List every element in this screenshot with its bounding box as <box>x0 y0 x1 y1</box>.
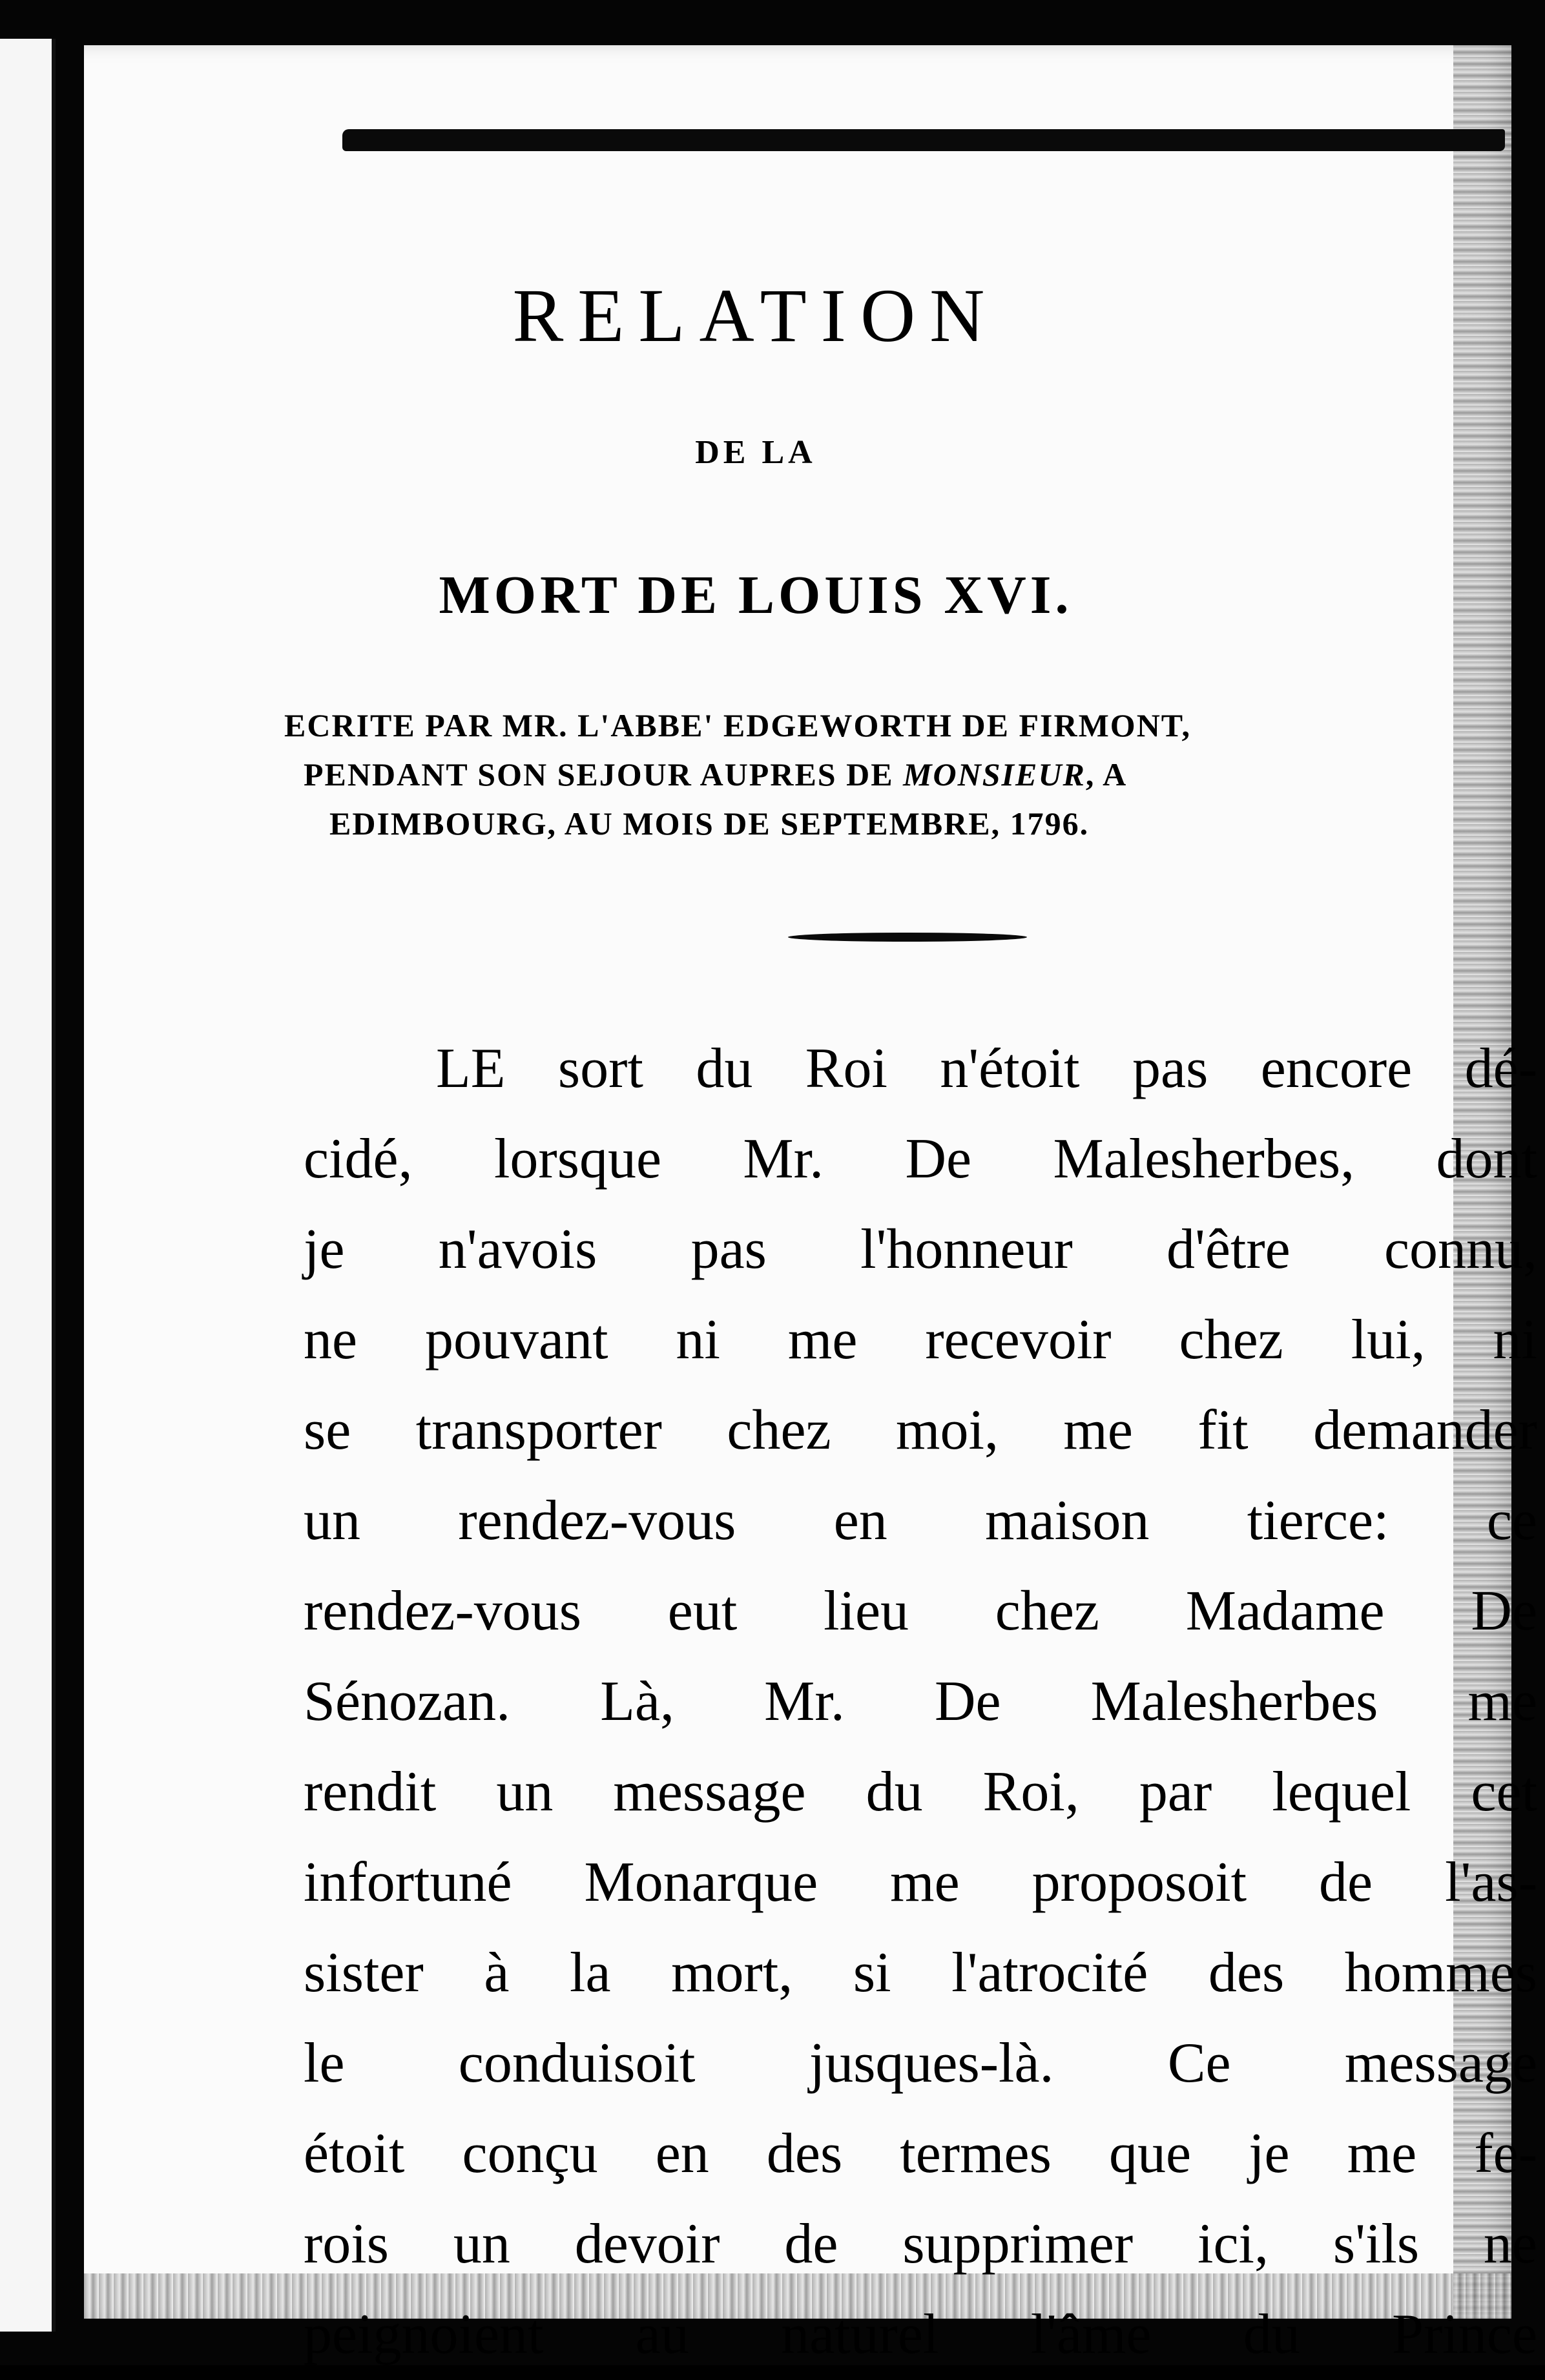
main-title: MORT DE LOUIS XVI. <box>439 565 1073 625</box>
page-title: RELATION <box>512 273 999 358</box>
top-ornamental-rule <box>342 129 1505 151</box>
body-line: LE sort du Roi n'étoit pas encore dé- <box>436 1037 1537 1100</box>
body-line: je n'avois pas l'honneur d'être connu, <box>304 1218 1537 1281</box>
byline-line-3: EDIMBOURG, AU MOIS DE SEPTEMBRE, 1796. <box>329 805 1090 842</box>
body-paragraph <box>304 1024 1537 2380</box>
facing-page-edge <box>0 39 56 2332</box>
body-line: infortuné Monarque me proposoit de l'as- <box>304 1851 1537 1914</box>
body-line: rendez-vous eut lieu chez Madame De <box>304 1580 1537 1642</box>
body-line: rois un devoir de supprimer ici, s'ils ne <box>304 2213 1537 2275</box>
byline-line-1: ECRITE PAR MR. L'ABBE' EDGEWORTH DE FIRMONT, <box>284 707 1191 743</box>
body-line: peignoient au naturel l'âme du Prince <box>304 2303 1537 2366</box>
byline-line-2-prefix: PENDANT SON SEJOUR AUPRES DE <box>304 756 904 792</box>
body-line: se transporter chez moi, me fit demander <box>304 1399 1537 1462</box>
book-page <box>84 45 1537 2366</box>
body-line: étoit conçu en des termes que je me fe- <box>304 2122 1537 2185</box>
section-divider-rule <box>788 933 1027 942</box>
body-line: ne pouvant ni me recevoir chez lui, ni <box>304 1309 1537 1371</box>
body-line: rendit un message du Roi, par lequel cet <box>304 1761 1537 1823</box>
byline-line-2 <box>284 750 1537 799</box>
body-line: un rendez-vous en maison tierce: ce <box>304 1489 1537 1552</box>
byline <box>284 701 1537 848</box>
body-line: Sénozan. Là, Mr. De Malesherbes me <box>304 1670 1537 1733</box>
byline-line-2-suffix: , A <box>1085 756 1128 792</box>
byline-monsieur: MONSIEUR <box>903 756 1086 792</box>
body-line: sister à la mort, si l'atrocité des hommes <box>304 1941 1537 2004</box>
body-line: cidé, lorsque Mr. De Malesherbes, dont <box>304 1128 1537 1190</box>
title-connector: DE LA <box>695 434 816 471</box>
body-line: le conduisoit jusques-là. Ce message <box>304 2032 1537 2095</box>
